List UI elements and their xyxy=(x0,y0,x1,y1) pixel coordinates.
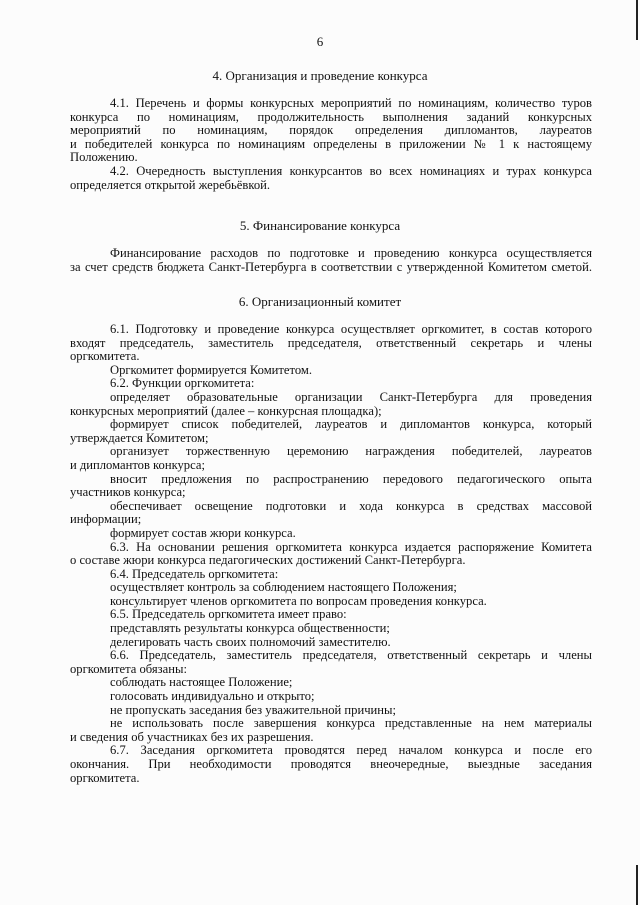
text-line: формирует список победителей, лауреатов и дипломантов конкурса, который xyxy=(110,417,592,432)
text-line: и победителей конкурса по номинациям определены в приложении № 1 к настоящему xyxy=(70,136,592,151)
section-6-heading: 6. Организационный комитет xyxy=(238,294,402,309)
text-line: информации; xyxy=(70,512,142,527)
text-line: окончания. При необходимости проводятся внеочередные, выездные заседания xyxy=(70,757,592,771)
text-line: формирует состав жюри конкурса. xyxy=(110,525,296,540)
section-6-body xyxy=(70,323,592,785)
text-line: участников конкурса; xyxy=(70,485,186,500)
text-line: организует торжественную церемонию награждения победителей, лауреатов xyxy=(110,444,592,459)
text-line: 6.1. Подготовку и проведение конкурса осуществляет оргкомитет, в состав которого xyxy=(110,322,592,336)
text-line: 6.7. Заседания оргкомитета проводятся перед началом конкурса и после его xyxy=(110,743,592,758)
text-line: мероприятий по номинациям, порядок определения дипломантов, лауреатов xyxy=(70,123,592,138)
text-line: 6.5. Председатель оргкомитета имеет право: xyxy=(110,607,347,622)
text-line: за счет средств бюджета Санкт-Петербурга в соответствии с утвержденной Комитетом сметой. xyxy=(70,259,592,274)
text-line: представлять результаты конкурса общественности; xyxy=(110,621,390,636)
text-line: Положению. xyxy=(70,150,138,165)
text-line: входят председатель, заместитель председателя, ответственный секретарь и члены xyxy=(70,335,592,350)
text-line: голосовать индивидуально и открыто; xyxy=(110,689,315,704)
text-line: конкурса по номинациям, продолжительность выполнения заданий конкурсных xyxy=(70,109,592,124)
text-line: оргкомитета. xyxy=(70,349,140,364)
text-line: обеспечивает освещение подготовки и хода конкурса в средствах массовой xyxy=(110,498,592,513)
text-line: консультирует членов оргкомитета по вопросам проведения конкурса. xyxy=(110,593,487,608)
text-line: соблюдать настоящее Положение; xyxy=(110,675,293,690)
text-line: 4.2. Очередность выступления конкурсантов во всех номинациях и турах конкурса xyxy=(110,163,592,178)
text-line: 6.3. На основании решения оргкомитета конкурса издается распоряжение Комитета xyxy=(110,539,592,554)
text-line: осуществляет контроль за соблюдением настоящего Положения; xyxy=(110,580,457,595)
text-line: и дипломантов конкурса; xyxy=(70,457,205,472)
text-line: конкурсных мероприятий (далее – конкурсная площадка); xyxy=(70,403,382,418)
text-line: оргкомитета обязаны: xyxy=(70,661,187,676)
text-line: 6.2. Функции оргкомитета: xyxy=(110,376,255,391)
text-line: Оргкомитет формируется Комитетом. xyxy=(110,362,313,377)
scan-edge-mark xyxy=(636,865,638,905)
text-line: делегировать часть своих полномочий заместителю. xyxy=(110,634,391,649)
scan-edge-mark xyxy=(636,0,638,40)
text-line: не использовать после завершения конкурса представленные на нем материалы xyxy=(110,716,592,731)
text-line: 6.6. Председатель, заместитель председателя, ответственный секретарь и члены xyxy=(110,648,592,663)
text-line: не пропускать заседания без уважительной причины; xyxy=(110,702,396,717)
section-5-heading: 5. Финансирование конкурса xyxy=(239,218,401,233)
section-4-body xyxy=(70,97,592,192)
text-line: о составе жюри конкурса педагогических достижений Санкт-Петербурга. xyxy=(70,553,466,568)
text-line: утверждается Комитетом; xyxy=(70,430,209,445)
text-line: вносит предложения по распространению передового педагогического опыта xyxy=(110,471,592,486)
text-line: определяет образовательные организации Санкт-Петербурга для проведения xyxy=(110,389,592,404)
text-line: определяется открытой жеребьёвкой. xyxy=(70,177,271,192)
text-line: оргкомитета. xyxy=(70,770,140,785)
section-5-body xyxy=(70,247,592,274)
text-line: и сведения об участниках без их разрешения. xyxy=(70,729,314,744)
text-line: 4.1. Перечень и формы конкурсных мероприятий по номинациям, количество туров xyxy=(110,96,592,110)
text-line: Финансирование расходов по подготовке и проведению конкурса осуществляется xyxy=(110,246,592,260)
text-line: 6.4. Председатель оргкомитета: xyxy=(110,566,279,581)
page-number: 6 xyxy=(316,34,324,49)
section-4-heading: 4. Организация и проведение конкурса xyxy=(212,68,428,83)
